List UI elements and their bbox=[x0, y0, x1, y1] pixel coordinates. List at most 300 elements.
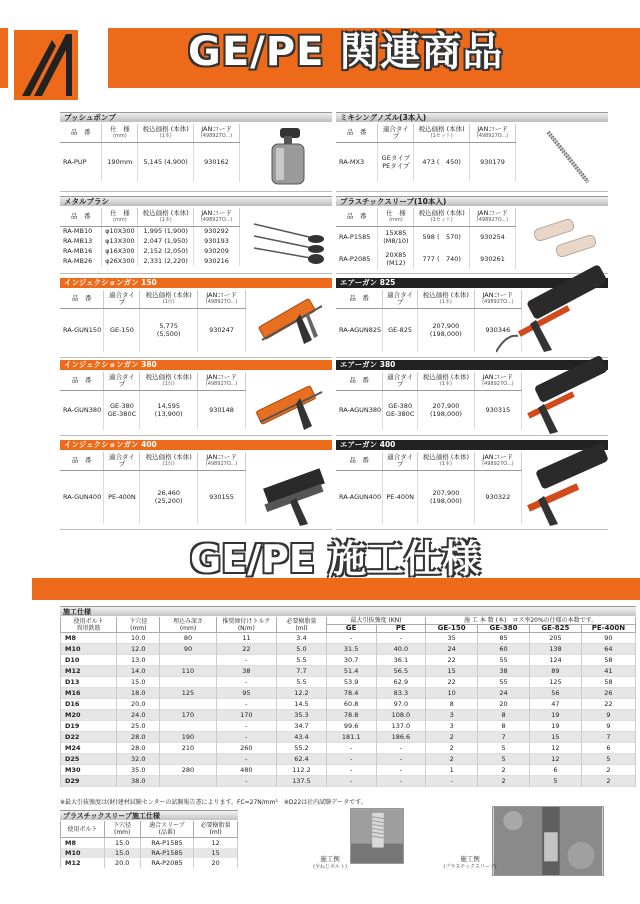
value-cell: 15 bbox=[426, 666, 478, 677]
value-cell: 14.0 bbox=[117, 666, 160, 677]
bolt-cell: M20 bbox=[61, 710, 117, 721]
header-cell bbox=[194, 821, 238, 838]
value-cell bbox=[160, 776, 216, 787]
header-cell: 品 番 bbox=[349, 376, 369, 385]
header-cell: 税込価格 (本体) bbox=[142, 208, 189, 217]
header-cell: JANコード bbox=[201, 124, 232, 133]
value-cell: - bbox=[216, 677, 277, 688]
value-cell: 112.2 bbox=[277, 765, 327, 776]
spec-cell: φ16X300 bbox=[102, 246, 138, 256]
header-ge150: GE-150 bbox=[426, 625, 478, 633]
product-code: RA-MB26 bbox=[60, 256, 102, 266]
price-cell: 2,152 (2,050) bbox=[138, 246, 194, 256]
jan-cell: 930179 bbox=[470, 142, 516, 182]
bolt-cell: M30 bbox=[61, 765, 117, 776]
product-table bbox=[336, 290, 522, 352]
price-cell: 2,331 (2,220) bbox=[138, 256, 194, 266]
table-row bbox=[61, 633, 636, 644]
value-cell: - bbox=[216, 721, 277, 732]
value-cell: 280 bbox=[160, 765, 216, 776]
header-cell: JANコード bbox=[477, 208, 508, 217]
price-cell: 777 ( 740) bbox=[414, 248, 470, 270]
header-bolt2: 異形鉄筋 bbox=[76, 624, 101, 632]
value-cell: 38 bbox=[216, 666, 277, 677]
value-cell: 5.0 bbox=[277, 644, 327, 655]
header-unit: (498927O...) bbox=[200, 216, 233, 223]
value-cell: 95 bbox=[216, 688, 277, 699]
spec-table bbox=[60, 617, 636, 787]
bolt-cell: M12 bbox=[61, 666, 117, 677]
value-cell: 53.9 bbox=[326, 677, 376, 688]
value-cell: 24 bbox=[426, 644, 478, 655]
header-unit: (498927O...) bbox=[476, 216, 509, 223]
product-panel-gun150 bbox=[60, 278, 332, 358]
bolt-cell: M24 bbox=[61, 743, 117, 754]
type-line: GEタイプ bbox=[381, 154, 410, 163]
value-cell: 22 bbox=[581, 699, 635, 710]
table-row bbox=[60, 470, 246, 524]
value-cell: 7.7 bbox=[277, 666, 327, 677]
spec-line: (M8/10) bbox=[383, 237, 409, 246]
table-row bbox=[61, 776, 636, 787]
value-cell: - bbox=[216, 655, 277, 666]
panel-title: インジェクションガン 380 bbox=[60, 360, 332, 370]
header-cell: 仕 様 bbox=[110, 208, 130, 217]
value-cell: 41 bbox=[581, 666, 635, 677]
product-code: RA-AGUN380 bbox=[336, 390, 383, 430]
header-unit: (498927O...) bbox=[482, 298, 514, 305]
value-cell: 56 bbox=[529, 688, 581, 699]
value-cell: 20 bbox=[478, 699, 530, 710]
section-title-jp: 施工仕様 bbox=[328, 537, 481, 581]
value-cell: 137.5 bbox=[277, 776, 327, 787]
value-cell: 15.0 bbox=[104, 838, 140, 849]
value-cell: 9 bbox=[581, 710, 635, 721]
header-bolt: 使用ボルト bbox=[67, 825, 98, 833]
table-row bbox=[336, 226, 516, 248]
header-unit: (mm) bbox=[113, 132, 127, 139]
value-cell: 43.4 bbox=[277, 732, 327, 743]
header-cell: 品 番 bbox=[71, 456, 92, 465]
table-row bbox=[61, 688, 636, 699]
product-code: RA-PUP bbox=[60, 142, 102, 182]
header-unit: (1本) bbox=[439, 460, 452, 467]
header-cell: 品 番 bbox=[70, 212, 91, 221]
value-cell: 19 bbox=[529, 710, 581, 721]
header-cell: JANコード bbox=[206, 452, 237, 461]
header-cell: 税込価格 (本体) bbox=[422, 452, 469, 461]
sleeve-table-body bbox=[61, 838, 238, 869]
header-cell: JANコード bbox=[206, 290, 237, 299]
header-pe400n: PE-400N bbox=[581, 625, 635, 633]
header-unit: (498927O...) bbox=[482, 460, 514, 467]
product-code: RA-GUN150 bbox=[60, 308, 104, 352]
header-cell: JANコード bbox=[482, 452, 514, 461]
bolt-cell: M8 bbox=[61, 633, 117, 644]
price-cell bbox=[140, 308, 198, 352]
value-cell: 28.0 bbox=[117, 732, 160, 743]
header-cell: 品 番 bbox=[71, 376, 92, 385]
value-cell: 34.7 bbox=[277, 721, 327, 732]
value-cell: 8 bbox=[426, 699, 478, 710]
value-cell: - bbox=[376, 765, 426, 776]
header-cell bbox=[61, 821, 105, 838]
spec-line: (M12) bbox=[386, 259, 406, 267]
value-cell: 2 bbox=[478, 765, 530, 776]
header-cell: 適合タイプ bbox=[382, 124, 409, 140]
header-unit: (mm) bbox=[389, 216, 403, 223]
header-unit: (mm) bbox=[113, 216, 127, 223]
product-code: RA-MB13 bbox=[60, 236, 102, 246]
header-sleeve: 適合スリーブ bbox=[149, 822, 185, 829]
table-row bbox=[60, 390, 246, 430]
bolt-cell: D13 bbox=[61, 677, 117, 688]
value-cell: 2 bbox=[426, 754, 478, 765]
value-cell: - bbox=[216, 732, 277, 743]
product-code: RA-MX3 bbox=[336, 142, 378, 182]
value-cell: 35.0 bbox=[117, 765, 160, 776]
panel-title: ミキシングノズル(3本入) bbox=[336, 112, 608, 122]
header-unit: (N/m) bbox=[237, 624, 255, 632]
product-code: RA-AGUN400 bbox=[336, 470, 383, 524]
header-cell: 品 番 bbox=[70, 128, 91, 137]
value-cell: 1 bbox=[426, 765, 478, 776]
product-panel-pump bbox=[60, 112, 332, 192]
value-cell: 190 bbox=[160, 732, 216, 743]
bolt-cell: M12 bbox=[61, 858, 105, 868]
jan-cell: 930322 bbox=[474, 470, 521, 524]
value-cell: 22 bbox=[426, 677, 478, 688]
type-cell: GE-825 bbox=[383, 308, 418, 352]
table-row bbox=[61, 858, 238, 868]
header-cell: JANコード bbox=[206, 372, 237, 381]
value-cell: RA-P1585 bbox=[140, 838, 194, 849]
value-cell: 22 bbox=[426, 655, 478, 666]
value-cell: 80 bbox=[160, 633, 216, 644]
value-cell: 58 bbox=[581, 677, 635, 688]
product-code: RA-AGUN825 bbox=[336, 308, 383, 352]
jan-cell: 930261 bbox=[470, 248, 516, 270]
jan-cell: 930216 bbox=[194, 256, 240, 266]
header-unit: (mm) bbox=[179, 624, 197, 632]
value-cell: - bbox=[376, 633, 426, 644]
value-cell: 5.5 bbox=[277, 655, 327, 666]
value-cell: 78.4 bbox=[326, 688, 376, 699]
header-cell: 適合タイプ bbox=[108, 372, 135, 388]
value-cell: 8 bbox=[478, 721, 530, 732]
product-table bbox=[336, 372, 522, 430]
header-unit: (品番) bbox=[158, 829, 176, 836]
header-unit: (KN) bbox=[388, 617, 402, 624]
value-cell: 99.6 bbox=[326, 721, 376, 732]
table-row bbox=[60, 246, 240, 256]
spec-line: 15X85 bbox=[385, 229, 407, 238]
value-cell: 124 bbox=[529, 655, 581, 666]
header-cell: 税込価格 (本体) bbox=[418, 208, 465, 217]
price-cell: 473 ( 450) bbox=[414, 142, 470, 182]
header-cell bbox=[117, 617, 160, 633]
header-cell: 品 番 bbox=[349, 294, 369, 303]
product-panel-gun380 bbox=[60, 360, 332, 436]
product-table bbox=[336, 124, 516, 182]
header-unit: (1本) bbox=[439, 380, 452, 387]
product-table bbox=[60, 208, 240, 266]
header-unit: (ml) bbox=[209, 829, 222, 836]
type-line: PEタイプ bbox=[382, 162, 410, 171]
header-cell bbox=[140, 821, 194, 838]
value-cell: 26 bbox=[581, 688, 635, 699]
value-cell: 15.0 bbox=[104, 848, 140, 858]
type-cell bbox=[383, 390, 418, 430]
sleeve-table-caption: プラスチックスリーブ施工仕様 bbox=[60, 810, 238, 820]
caption-sub: (全ねじボルト) bbox=[313, 864, 347, 870]
price-line: (13,900) bbox=[154, 410, 183, 419]
value-cell: 31.5 bbox=[326, 644, 376, 655]
injection-gun-icon bbox=[256, 372, 330, 434]
air-gun-icon bbox=[496, 264, 608, 356]
header-cell bbox=[104, 821, 140, 838]
price-cell: 1,995 (1,900) bbox=[138, 226, 194, 236]
value-cell: 7 bbox=[478, 732, 530, 743]
table-row bbox=[61, 677, 636, 688]
header-cell: 税込価格 (本体) bbox=[142, 124, 189, 133]
price-cell: 5,145 (4,900) bbox=[138, 142, 194, 182]
price-cell bbox=[417, 308, 474, 352]
table-row bbox=[336, 390, 522, 430]
value-cell: 260 bbox=[216, 743, 277, 754]
value-cell: 15 bbox=[529, 732, 581, 743]
value-cell bbox=[160, 655, 216, 666]
header-cell: JANコード bbox=[482, 290, 514, 299]
page-title bbox=[188, 28, 503, 76]
header-unit: (1本) bbox=[159, 216, 172, 223]
header-count: 施 工 本 数 bbox=[464, 617, 494, 624]
table-row bbox=[60, 308, 246, 352]
value-cell: - bbox=[376, 776, 426, 787]
product-table bbox=[336, 452, 522, 524]
table-row bbox=[61, 838, 238, 849]
table-row bbox=[61, 743, 636, 754]
value-cell: 9 bbox=[581, 721, 635, 732]
value-cell: - bbox=[426, 776, 478, 787]
value-cell: 137.0 bbox=[376, 721, 426, 732]
bolt-cell: D19 bbox=[61, 721, 117, 732]
section-title bbox=[190, 536, 480, 582]
header-unit: (ml) bbox=[295, 624, 308, 632]
product-table bbox=[336, 208, 516, 270]
value-cell bbox=[160, 721, 216, 732]
header-unit: (498927O...) bbox=[476, 132, 509, 139]
panel-title: プラスチックスリーブ(10本入) bbox=[336, 196, 608, 206]
header-pe: PE bbox=[376, 625, 426, 633]
header-cell: 税込価格 (本体) bbox=[145, 372, 192, 381]
table-row bbox=[61, 754, 636, 765]
price-cell bbox=[140, 470, 198, 524]
value-cell: 12.2 bbox=[277, 688, 327, 699]
value-cell: 55 bbox=[478, 677, 530, 688]
value-cell bbox=[160, 677, 216, 688]
jan-cell: 930247 bbox=[198, 308, 246, 352]
value-cell: 58 bbox=[581, 655, 635, 666]
caption-sub: (プラスチックスリーブ) bbox=[443, 864, 497, 870]
header-unit: (1本) bbox=[159, 132, 172, 139]
header-depth: 埋込み深さ bbox=[172, 617, 203, 625]
header-unit: (mm) bbox=[130, 624, 147, 632]
table-row bbox=[60, 236, 240, 246]
value-cell: 62.9 bbox=[376, 677, 426, 688]
value-cell: 480 bbox=[216, 765, 277, 776]
value-cell: 35 bbox=[426, 633, 478, 644]
product-panel-sleeve bbox=[336, 196, 608, 274]
value-cell: 125 bbox=[529, 677, 581, 688]
product-code: RA-GUN380 bbox=[60, 390, 104, 430]
value-cell: - bbox=[376, 743, 426, 754]
value-cell: 19 bbox=[529, 721, 581, 732]
header-cell: 適合タイプ bbox=[387, 452, 414, 468]
header-amount: 必要樹脂量 bbox=[286, 617, 317, 625]
value-cell: 6 bbox=[581, 743, 635, 754]
header-cell: 税込価格 (本体) bbox=[422, 290, 469, 299]
value-cell: 55 bbox=[478, 655, 530, 666]
table-row bbox=[60, 142, 240, 182]
header-unit: (mm) bbox=[113, 829, 131, 836]
price-cell bbox=[140, 390, 198, 430]
table-row bbox=[60, 226, 240, 236]
value-cell: 24.0 bbox=[117, 710, 160, 721]
value-cell: 12 bbox=[529, 743, 581, 754]
header-cell: JANコード bbox=[477, 124, 508, 133]
value-cell: 5 bbox=[478, 754, 530, 765]
value-cell: 14.5 bbox=[277, 699, 327, 710]
header-cell bbox=[160, 617, 216, 633]
type-cell: PE-400N bbox=[104, 470, 140, 524]
price-cell: 2,047 (1,950) bbox=[138, 236, 194, 246]
product-panel-air380 bbox=[336, 360, 608, 436]
sleeve-table bbox=[60, 821, 238, 868]
bolt-cell: D10 bbox=[61, 655, 117, 666]
value-cell: 138 bbox=[529, 644, 581, 655]
header-cell bbox=[216, 617, 277, 633]
table-row bbox=[61, 699, 636, 710]
panel-title: プッシュポンプ bbox=[60, 112, 332, 122]
table-row bbox=[61, 732, 636, 743]
spec-cell bbox=[378, 226, 414, 248]
header-unit: (1セット) bbox=[430, 216, 453, 223]
value-cell: 56.5 bbox=[376, 666, 426, 677]
value-cell: 110 bbox=[160, 666, 216, 677]
value-cell: 3.4 bbox=[277, 633, 327, 644]
table-row bbox=[336, 308, 522, 352]
value-cell: 2 bbox=[478, 776, 530, 787]
panel-title: エアーガン 380 bbox=[336, 360, 608, 370]
injection-gun-icon bbox=[256, 452, 330, 526]
bolt-cell: M10 bbox=[61, 848, 105, 858]
header-amount: 必要樹脂量 bbox=[200, 822, 231, 829]
product-panel-nozzle bbox=[336, 112, 608, 192]
product-code: RA-P1585 bbox=[336, 226, 378, 248]
air-gun-icon bbox=[510, 440, 608, 528]
value-cell: 32.0 bbox=[117, 754, 160, 765]
mixing-nozzle-icon bbox=[528, 126, 606, 188]
header-cell: 適合タイプ bbox=[108, 452, 135, 468]
price-line: 207,900 bbox=[432, 322, 460, 331]
product-table bbox=[60, 124, 240, 182]
value-cell: - bbox=[216, 699, 277, 710]
value-cell: 3 bbox=[426, 710, 478, 721]
value-cell: 2 bbox=[581, 776, 635, 787]
table-row bbox=[61, 848, 238, 858]
spec-cell: φ26X300 bbox=[102, 256, 138, 266]
table-row bbox=[336, 248, 516, 270]
header-bolt: 使用ボルト bbox=[73, 617, 104, 625]
bolt-cell: D16 bbox=[61, 699, 117, 710]
bolt-cell: M8 bbox=[61, 838, 105, 849]
header-cell: 品 番 bbox=[346, 128, 367, 137]
caption-text: 施工例 bbox=[320, 855, 340, 863]
header-cell bbox=[326, 617, 425, 625]
product-table bbox=[60, 290, 246, 352]
price-line: 207,900 bbox=[432, 489, 460, 498]
section-title-latin: GE/PE bbox=[190, 537, 315, 581]
value-cell: 18.0 bbox=[117, 688, 160, 699]
product-code: RA-MB16 bbox=[60, 246, 102, 256]
injection-gun-icon bbox=[256, 290, 330, 354]
price-line: (198,000) bbox=[429, 410, 462, 419]
table-row bbox=[60, 256, 240, 266]
header-cell: 仕 様 bbox=[386, 208, 406, 217]
header-cell: 税込価格 (本体) bbox=[145, 452, 192, 461]
price-line: 26,460 bbox=[157, 489, 181, 498]
caption-text: 施工例 bbox=[460, 855, 480, 863]
price-line: (5,500) bbox=[156, 330, 181, 339]
value-cell: 3 bbox=[426, 721, 478, 732]
plastic-sleeve-icon bbox=[526, 210, 606, 270]
price-cell bbox=[418, 390, 475, 430]
header-cell bbox=[61, 617, 117, 633]
spec-cell: 190mm bbox=[102, 142, 138, 182]
value-cell: 10 bbox=[426, 688, 478, 699]
value-cell: 5 bbox=[581, 754, 635, 765]
jan-cell: 930155 bbox=[198, 470, 246, 524]
price-line: (198,000) bbox=[429, 330, 462, 339]
value-cell: RA-P2085 bbox=[140, 858, 194, 868]
header-cell: 品 番 bbox=[346, 212, 367, 221]
jan-cell: 930315 bbox=[474, 390, 521, 430]
value-cell: 12 bbox=[529, 754, 581, 765]
value-cell: 28.0 bbox=[117, 743, 160, 754]
value-cell: 38 bbox=[478, 666, 530, 677]
spec-table-body bbox=[61, 633, 636, 787]
value-cell: 20.0 bbox=[104, 858, 140, 868]
header-unit: (1本) bbox=[439, 298, 452, 305]
value-cell: - bbox=[326, 765, 376, 776]
value-cell: 5 bbox=[478, 743, 530, 754]
header-cell: 適合タイプ bbox=[387, 372, 414, 388]
price-line: (198,000) bbox=[429, 497, 462, 506]
bolt-cell: M10 bbox=[61, 644, 117, 655]
type-cell: PE-400N bbox=[383, 470, 418, 524]
header-cell: 品 番 bbox=[71, 294, 92, 303]
sleeve-photo-icon bbox=[492, 806, 604, 876]
value-cell: 90 bbox=[160, 644, 216, 655]
page-title-jp: 関連商品 bbox=[339, 29, 504, 75]
header-hole: 下穴径 bbox=[129, 617, 148, 625]
price-line: 14,595 bbox=[157, 402, 181, 411]
value-cell: 10.0 bbox=[117, 633, 160, 644]
jan-cell: 930148 bbox=[198, 390, 246, 430]
value-cell: 186.6 bbox=[376, 732, 426, 743]
value-cell: RA-P1585 bbox=[140, 848, 194, 858]
